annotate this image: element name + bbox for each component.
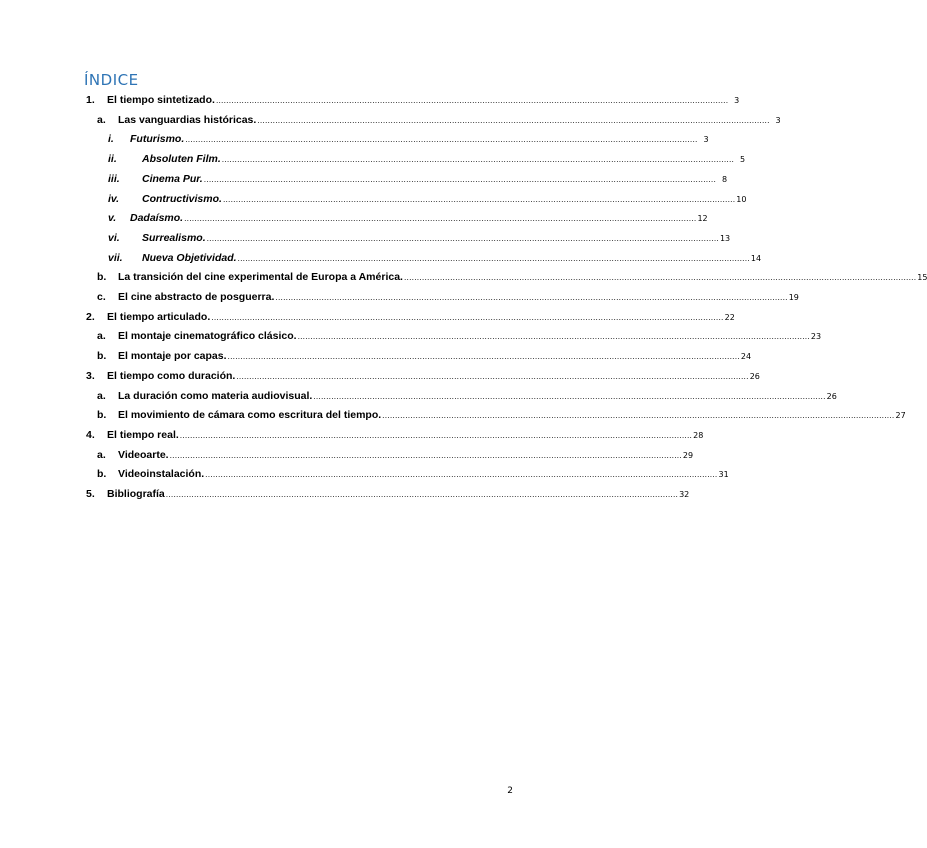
toc-entry-number: b. xyxy=(97,271,107,284)
toc-entry-label: Contructivismo. xyxy=(142,192,222,205)
toc-entry-number: ii. xyxy=(108,153,117,166)
toc-entry[interactable] xyxy=(0,131,709,147)
toc-entry-label: Futurismo. xyxy=(130,133,185,146)
toc-entry[interactable] xyxy=(0,309,735,325)
toc-entry-number: iii. xyxy=(108,172,120,185)
toc-entry-page: 13 xyxy=(719,233,731,243)
toc-entry-number: a. xyxy=(97,330,106,343)
toc-entry-page: 3 xyxy=(775,115,781,125)
toc-leader-dots: ........................................................................................................................................................................................................ xyxy=(184,213,697,224)
toc-leader-dots: ........................................................................................................................................................................................................ xyxy=(169,449,682,460)
toc-entry[interactable] xyxy=(0,427,704,443)
toc-leader-dots: ........................................................................................................................................................................................................ xyxy=(211,311,724,322)
toc-entry-label: Las vanguardias históricas. xyxy=(118,113,257,126)
toc-entry[interactable] xyxy=(0,151,746,167)
toc-entry-label: El tiempo real. xyxy=(107,428,179,441)
toc-entry-page: 29 xyxy=(682,450,694,460)
toc-entry-number: a. xyxy=(97,448,106,461)
toc-entry[interactable] xyxy=(0,92,740,108)
toc-entry-number: iv. xyxy=(108,192,120,205)
toc-leader-dots: ........................................................................................................................................................................................................ xyxy=(297,331,810,342)
toc-entry[interactable] xyxy=(0,171,728,187)
toc-entry-label: Cinema Pur. xyxy=(142,172,203,185)
toc-leader-dots: ........................................................................................................................................................................................................ xyxy=(165,489,679,499)
toc-entry-page: 32 xyxy=(679,490,690,499)
toc-entry-label: La transición del cine experimental de Europa a América. xyxy=(118,271,403,284)
toc-entry-label: Videoinstalación. xyxy=(118,468,205,481)
toc-entry-label: El tiempo articulado. xyxy=(107,310,211,323)
toc-entry-page: 3 xyxy=(734,96,740,105)
toc-entry-label: Surrealismo. xyxy=(142,231,206,244)
toc-entry-number: a. xyxy=(97,389,106,402)
toc-entry-number: vi. xyxy=(108,231,120,244)
toc-entry-number: 5. xyxy=(86,488,95,500)
toc-leader-dots: ........................................................................................................................................................................................................ xyxy=(215,95,729,105)
toc-entry-page: 23 xyxy=(810,332,822,342)
page-number: 2 xyxy=(507,786,513,796)
toc-entry-page: 15 xyxy=(917,273,927,283)
toc-entry-label: Absoluten Film. xyxy=(142,153,221,166)
toc-entry-number: b. xyxy=(97,409,107,422)
toc-entry-page: 26 xyxy=(826,391,837,401)
toc-entry-page: 28 xyxy=(693,430,704,440)
toc-entry[interactable] xyxy=(0,269,927,285)
toc-entry[interactable] xyxy=(0,191,747,207)
toc-leader-dots: ........................................................................................................................................................................................................ xyxy=(185,134,698,145)
toc-entry-number: vii. xyxy=(108,251,123,264)
toc-entry-number: c. xyxy=(97,291,106,303)
toc-entry[interactable] xyxy=(0,407,906,423)
toc-entry-page: 5 xyxy=(739,155,746,165)
toc-entry-label: El tiempo como duración. xyxy=(107,369,236,382)
toc-leader-dots: ........................................................................................................................................................................................................ xyxy=(227,351,740,362)
toc-entry[interactable] xyxy=(0,289,799,305)
toc-leader-dots: ........................................................................................................................................................................................................ xyxy=(222,193,736,204)
toc-entry[interactable] xyxy=(0,328,822,344)
toc-entry[interactable] xyxy=(0,230,731,246)
toc-entry[interactable] xyxy=(0,210,708,226)
toc-leader-dots: ........................................................................................................................................................................................................ xyxy=(237,252,750,263)
toc-leader-dots: ........................................................................................................................................................................................................ xyxy=(206,232,719,243)
toc-entry[interactable] xyxy=(0,466,729,482)
toc-leader-dots: ........................................................................................................................................................................................................ xyxy=(205,469,718,480)
toc-entry-number: 4. xyxy=(86,428,95,441)
toc-entry-page: 19 xyxy=(788,293,799,302)
toc-entry-number: 3. xyxy=(86,369,95,382)
toc-leader-dots: ........................................................................................................................................................................................................ xyxy=(257,114,770,125)
toc-entry[interactable] xyxy=(0,348,752,364)
toc-entry-label: El movimiento de cámara como escritura del tiempo. xyxy=(118,409,382,422)
toc-leader-dots: ........................................................................................................................................................................................................ xyxy=(236,370,749,381)
toc-entry-number: 2. xyxy=(86,310,95,323)
toc-leader-dots: ........................................................................................................................................................................................................ xyxy=(203,173,717,184)
toc-entry-page: 24 xyxy=(740,352,752,362)
toc-entry-label: Nueva Objetividad. xyxy=(142,251,237,264)
toc-entry[interactable] xyxy=(0,388,837,404)
toc-entry-label: Dadaísmo. xyxy=(130,212,184,225)
toc-entry-number: 1. xyxy=(86,94,95,106)
toc-entry-number: b. xyxy=(97,468,107,481)
toc-entry-label: El tiempo sintetizado. xyxy=(107,94,215,106)
toc-entry-number: a. xyxy=(97,113,106,126)
toc-entry[interactable] xyxy=(0,368,760,384)
toc-leader-dots: ........................................................................................................................................................................................................ xyxy=(313,390,826,401)
toc-entry-page: 31 xyxy=(718,470,729,480)
toc-entry-label: La duración como materia audiovisual. xyxy=(118,389,313,402)
toc-leader-dots: ........................................................................................................................................................................................................ xyxy=(275,292,788,302)
toc-entry-page: 26 xyxy=(749,371,760,381)
toc-leader-dots: ........................................................................................................................................................................................................ xyxy=(403,272,917,283)
toc-leader-dots: ........................................................................................................................................................................................................ xyxy=(179,429,693,440)
toc-entry-page: 14 xyxy=(750,253,762,263)
toc-leader-dots: ........................................................................................................................................................................................................ xyxy=(221,154,735,165)
toc-entry-page: 10 xyxy=(736,194,747,204)
toc-entry[interactable] xyxy=(0,250,762,266)
toc-entry-number: b. xyxy=(97,350,107,363)
toc-entry-label: Videoarte. xyxy=(118,448,169,461)
toc-entry[interactable] xyxy=(0,486,690,502)
toc-entry[interactable] xyxy=(0,447,694,463)
toc-entry-page: 12 xyxy=(697,214,708,224)
toc-entry-page: 22 xyxy=(724,312,735,322)
toc-entry-label: El montaje cinematográfico clásico. xyxy=(118,330,297,343)
toc-entry[interactable] xyxy=(0,112,781,128)
toc-entry-label: El cine abstracto de posguerra. xyxy=(118,291,275,303)
toc-title: ÍNDICE xyxy=(84,71,139,89)
toc-entry-number: i. xyxy=(108,133,114,146)
toc-entry-label: Bibliografía xyxy=(107,488,165,500)
toc-entry-page: 3 xyxy=(703,135,709,145)
toc-entry-page: 8 xyxy=(721,174,728,184)
toc-entry-page: 27 xyxy=(895,411,906,421)
toc-entry-number: v. xyxy=(108,212,117,225)
toc-leader-dots: ........................................................................................................................................................................................................ xyxy=(382,410,895,421)
toc-entry-label: El montaje por capas. xyxy=(118,350,227,363)
